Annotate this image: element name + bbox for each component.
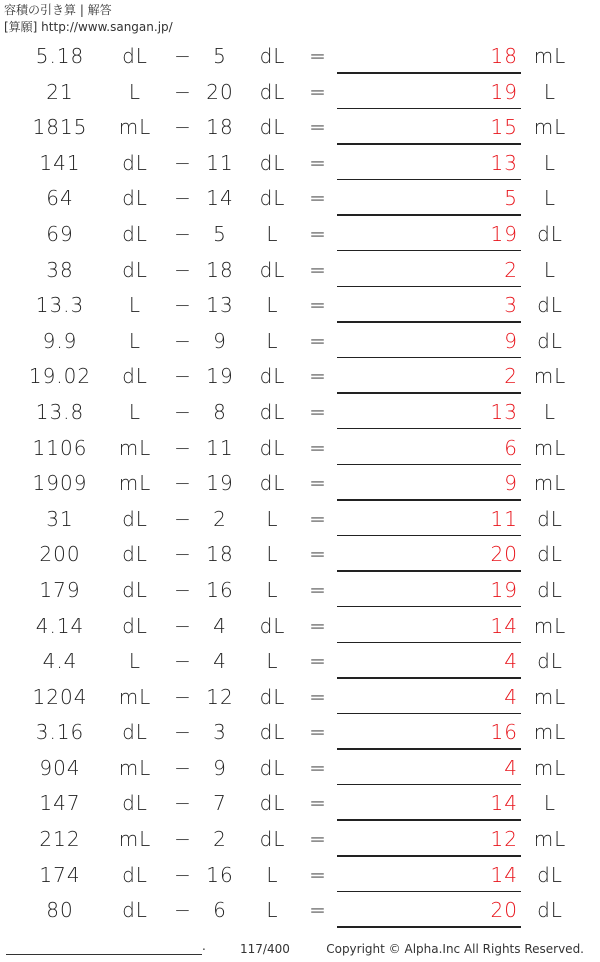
- operand-a-unit: dL: [122, 150, 148, 175]
- problem-row: [0, 750, 600, 786]
- problem-row: [0, 323, 600, 359]
- operand-b-unit: L: [266, 649, 279, 674]
- operand-a: 1815: [32, 115, 88, 140]
- minus-sign: −: [174, 755, 192, 780]
- operand-a: 38: [46, 257, 74, 282]
- equals-sign: =: [309, 613, 327, 638]
- equals-sign: =: [309, 471, 327, 496]
- operand-a-unit: mL: [118, 435, 152, 460]
- operand-a: 904: [39, 755, 81, 780]
- minus-sign: −: [174, 44, 192, 68]
- minus-sign: −: [174, 613, 192, 638]
- operand-a-unit: dL: [122, 862, 148, 887]
- problem-row: [0, 216, 600, 252]
- operand-b: 8: [213, 399, 227, 424]
- operand-b-unit: L: [266, 221, 279, 246]
- operand-b: 18: [206, 115, 234, 140]
- operand-b: 9: [213, 755, 227, 780]
- footer-rule: [6, 954, 202, 955]
- minus-sign: −: [174, 649, 192, 674]
- answer-unit: mL: [533, 720, 567, 745]
- answer-value: 4: [504, 649, 518, 674]
- problem-row: [0, 572, 600, 608]
- operand-b-unit: dL: [259, 435, 286, 460]
- operand-a-unit: dL: [122, 221, 148, 246]
- operand-a-unit: dL: [122, 542, 148, 567]
- operand-a-unit: dL: [122, 791, 148, 816]
- answer-unit: L: [543, 399, 557, 424]
- operand-b-unit: L: [266, 898, 279, 923]
- answer-value: 20: [490, 898, 518, 923]
- answer-value: 13: [490, 150, 518, 175]
- operand-a-unit: L: [128, 399, 142, 424]
- page-header: [4, 2, 173, 36]
- equals-sign: =: [309, 293, 327, 318]
- operand-a-unit: L: [128, 79, 142, 104]
- operand-b-unit: dL: [259, 44, 286, 68]
- answer-unit: dL: [537, 328, 563, 353]
- answer-value: 15: [490, 115, 518, 140]
- equals-sign: =: [309, 186, 327, 211]
- operand-a-unit: mL: [118, 115, 152, 140]
- problem-row: [0, 785, 600, 821]
- problem-row: [0, 501, 600, 537]
- operand-b-unit: dL: [259, 364, 286, 389]
- answer-value: 18: [490, 44, 518, 68]
- answer-underline: [337, 926, 521, 928]
- minus-sign: −: [174, 827, 192, 852]
- problem-row: [0, 287, 600, 323]
- problem-row: [0, 394, 600, 430]
- operand-b-unit: dL: [259, 115, 286, 140]
- minus-sign: −: [174, 684, 192, 709]
- answer-value: 14: [490, 862, 518, 887]
- answer-value: 2: [504, 257, 518, 282]
- operand-b: 14: [206, 186, 234, 211]
- problem-row: [0, 109, 600, 145]
- equals-sign: =: [309, 79, 327, 104]
- answer-unit: dL: [537, 577, 563, 602]
- operand-a-unit: dL: [122, 613, 148, 638]
- operand-b-unit: L: [266, 293, 279, 318]
- operand-a: 141: [39, 150, 81, 175]
- answer-unit: mL: [533, 613, 567, 638]
- minus-sign: −: [174, 506, 192, 531]
- problem-row: [0, 180, 600, 216]
- minus-sign: −: [174, 435, 192, 460]
- operand-a: 9.9: [42, 328, 78, 353]
- page-footer: [0, 936, 600, 962]
- equals-sign: =: [309, 791, 327, 816]
- operand-a-unit: L: [128, 293, 142, 318]
- equals-sign: =: [309, 364, 327, 389]
- equals-sign: =: [309, 257, 327, 282]
- minus-sign: −: [174, 720, 192, 745]
- operand-a-unit: dL: [122, 898, 148, 923]
- answer-unit: dL: [537, 293, 563, 318]
- operand-a: 200: [39, 542, 81, 567]
- problem-row: [0, 252, 600, 288]
- operand-b: 16: [206, 862, 234, 887]
- operand-b-unit: dL: [259, 150, 286, 175]
- operand-b: 16: [206, 577, 234, 602]
- operand-a-unit: L: [128, 649, 142, 674]
- answer-value: 13: [490, 399, 518, 424]
- minus-sign: −: [174, 79, 192, 104]
- answer-value: 14: [490, 791, 518, 816]
- operand-b-unit: dL: [259, 791, 286, 816]
- operand-b-unit: dL: [259, 755, 286, 780]
- operand-a-unit: L: [128, 328, 142, 353]
- answer-unit: mL: [533, 44, 567, 68]
- operand-b: 11: [206, 435, 234, 460]
- answer-unit: L: [543, 150, 557, 175]
- operand-b: 13: [206, 293, 234, 318]
- operand-a: 69: [46, 221, 74, 246]
- minus-sign: −: [174, 328, 192, 353]
- operand-b-unit: dL: [259, 613, 286, 638]
- problem-row: [0, 74, 600, 110]
- answer-value: 9: [504, 328, 518, 353]
- answer-unit: mL: [533, 755, 567, 780]
- equals-sign: =: [309, 542, 327, 567]
- minus-sign: −: [174, 115, 192, 140]
- answer-unit: mL: [533, 827, 567, 852]
- operand-b: 9: [213, 328, 227, 353]
- equals-sign: =: [309, 755, 327, 780]
- operand-b-unit: dL: [259, 257, 286, 282]
- equals-sign: =: [309, 506, 327, 531]
- minus-sign: −: [174, 542, 192, 567]
- operand-b-unit: dL: [259, 684, 286, 709]
- answer-value: 5: [504, 186, 518, 211]
- operand-a-unit: mL: [118, 827, 152, 852]
- operand-b: 19: [206, 364, 234, 389]
- operand-a-unit: dL: [122, 257, 148, 282]
- equals-sign: =: [309, 684, 327, 709]
- problem-row: [0, 145, 600, 181]
- operand-a: 64: [46, 186, 74, 211]
- operand-a: 1106: [32, 435, 88, 460]
- answer-value: 19: [490, 79, 518, 104]
- operand-b: 18: [206, 542, 234, 567]
- answer-value: 14: [490, 613, 518, 638]
- operand-b: 6: [213, 898, 227, 923]
- operand-a: 31: [46, 506, 74, 531]
- answer-value: 20: [490, 542, 518, 567]
- operand-a: 13.3: [35, 293, 85, 318]
- answer-unit: dL: [537, 221, 563, 246]
- footer-dot: .: [202, 939, 206, 953]
- answer-unit: dL: [537, 506, 563, 531]
- operand-b-unit: L: [266, 577, 279, 602]
- problem-row: [0, 643, 600, 679]
- problem-row: [0, 892, 600, 928]
- operand-a: 4.14: [35, 613, 85, 638]
- operand-a: 1909: [32, 471, 88, 496]
- operand-b: 4: [213, 649, 227, 674]
- minus-sign: −: [174, 577, 192, 602]
- problem-row: [0, 821, 600, 857]
- problem-row: [0, 38, 600, 74]
- minus-sign: −: [174, 862, 192, 887]
- answer-value: 9: [504, 471, 518, 496]
- equals-sign: =: [309, 44, 327, 68]
- operand-a-unit: dL: [122, 720, 148, 745]
- answer-value: 16: [490, 720, 518, 745]
- operand-b: 5: [213, 221, 227, 246]
- operand-a-unit: mL: [118, 471, 152, 496]
- answer-value: 4: [504, 684, 518, 709]
- source-link[interactable]: [算願] http://www.sangan.jp/: [4, 20, 173, 34]
- operand-a: 19.02: [28, 364, 92, 389]
- answer-value: 2: [504, 364, 518, 389]
- operand-a: 179: [39, 577, 81, 602]
- equals-sign: =: [309, 862, 327, 887]
- operand-a-unit: mL: [118, 684, 152, 709]
- answer-unit: L: [543, 79, 557, 104]
- operand-a: 1204: [32, 684, 88, 709]
- equals-sign: =: [309, 649, 327, 674]
- problem-row: [0, 679, 600, 715]
- copyright-text: Copyright © Alpha.Inc All Rights Reserved.: [326, 942, 584, 956]
- operand-b: 18: [206, 257, 234, 282]
- equals-sign: =: [309, 115, 327, 140]
- answer-value: 11: [490, 506, 518, 531]
- operand-a: 174: [39, 862, 81, 887]
- operand-a: 5.18: [35, 44, 85, 68]
- answer-value: 4: [504, 755, 518, 780]
- equals-sign: =: [309, 720, 327, 745]
- operand-b: 4: [213, 613, 227, 638]
- operand-b: 7: [213, 791, 227, 816]
- page-number: 117/400: [240, 942, 290, 956]
- answer-value: 3: [504, 293, 518, 318]
- answer-value: 19: [490, 221, 518, 246]
- operand-b: 3: [213, 720, 227, 745]
- operand-b: 2: [213, 827, 227, 852]
- minus-sign: −: [174, 791, 192, 816]
- equals-sign: =: [309, 221, 327, 246]
- answer-unit: L: [543, 257, 557, 282]
- operand-a: 13.8: [35, 399, 85, 424]
- operand-a: 147: [39, 791, 81, 816]
- equals-sign: =: [309, 399, 327, 424]
- answer-unit: dL: [537, 898, 563, 923]
- operand-b-unit: L: [266, 862, 279, 887]
- answer-value: 19: [490, 577, 518, 602]
- operand-b-unit: dL: [259, 79, 286, 104]
- operand-b-unit: dL: [259, 186, 286, 211]
- operand-a: 3.16: [35, 720, 85, 745]
- problem-list: [0, 38, 600, 928]
- problem-row: [0, 714, 600, 750]
- answer-value: 12: [490, 827, 518, 852]
- minus-sign: −: [174, 471, 192, 496]
- equals-sign: =: [309, 150, 327, 175]
- answer-unit: mL: [533, 471, 567, 496]
- problem-row: [0, 857, 600, 893]
- operand-b-unit: dL: [259, 471, 286, 496]
- operand-b: 5: [213, 44, 227, 68]
- operand-b-unit: dL: [259, 827, 286, 852]
- operand-a-unit: dL: [122, 364, 148, 389]
- operand-b-unit: dL: [259, 399, 286, 424]
- operand-b-unit: L: [266, 542, 279, 567]
- page-title: 容積の引き算 | 解答: [4, 3, 112, 17]
- minus-sign: −: [174, 898, 192, 923]
- problem-row: [0, 536, 600, 572]
- operand-b-unit: L: [266, 506, 279, 531]
- problem-row: [0, 465, 600, 501]
- answer-unit: dL: [537, 542, 563, 567]
- operand-a-unit: dL: [122, 577, 148, 602]
- equals-sign: =: [309, 827, 327, 852]
- equals-sign: =: [309, 898, 327, 923]
- operand-b: 11: [206, 150, 234, 175]
- answer-unit: L: [543, 791, 557, 816]
- operand-b: 20: [206, 79, 234, 104]
- problem-row: [0, 358, 600, 394]
- operand-b: 12: [206, 684, 234, 709]
- operand-a-unit: dL: [122, 44, 148, 68]
- operand-a: 80: [46, 898, 74, 923]
- operand-a: 212: [39, 827, 81, 852]
- operand-b-unit: dL: [259, 720, 286, 745]
- minus-sign: −: [174, 186, 192, 211]
- operand-a-unit: dL: [122, 506, 148, 531]
- answer-unit: mL: [533, 115, 567, 140]
- operand-b: 19: [206, 471, 234, 496]
- operand-a-unit: dL: [122, 186, 148, 211]
- answer-unit: mL: [533, 435, 567, 460]
- equals-sign: =: [309, 577, 327, 602]
- answer-unit: mL: [533, 684, 567, 709]
- answer-value: 6: [504, 435, 518, 460]
- minus-sign: −: [174, 221, 192, 246]
- operand-a: 21: [46, 79, 74, 104]
- minus-sign: −: [174, 150, 192, 175]
- operand-a: 4.4: [42, 649, 78, 674]
- problem-row: [0, 430, 600, 466]
- operand-b: 2: [213, 506, 227, 531]
- answer-unit: mL: [533, 364, 567, 389]
- answer-unit: L: [543, 186, 557, 211]
- equals-sign: =: [309, 435, 327, 460]
- minus-sign: −: [174, 364, 192, 389]
- minus-sign: −: [174, 399, 192, 424]
- operand-b-unit: L: [266, 328, 279, 353]
- answer-unit: dL: [537, 649, 563, 674]
- minus-sign: −: [174, 293, 192, 318]
- problem-row: [0, 608, 600, 644]
- minus-sign: −: [174, 257, 192, 282]
- answer-unit: dL: [537, 862, 563, 887]
- operand-a-unit: mL: [118, 755, 152, 780]
- equals-sign: =: [309, 328, 327, 353]
